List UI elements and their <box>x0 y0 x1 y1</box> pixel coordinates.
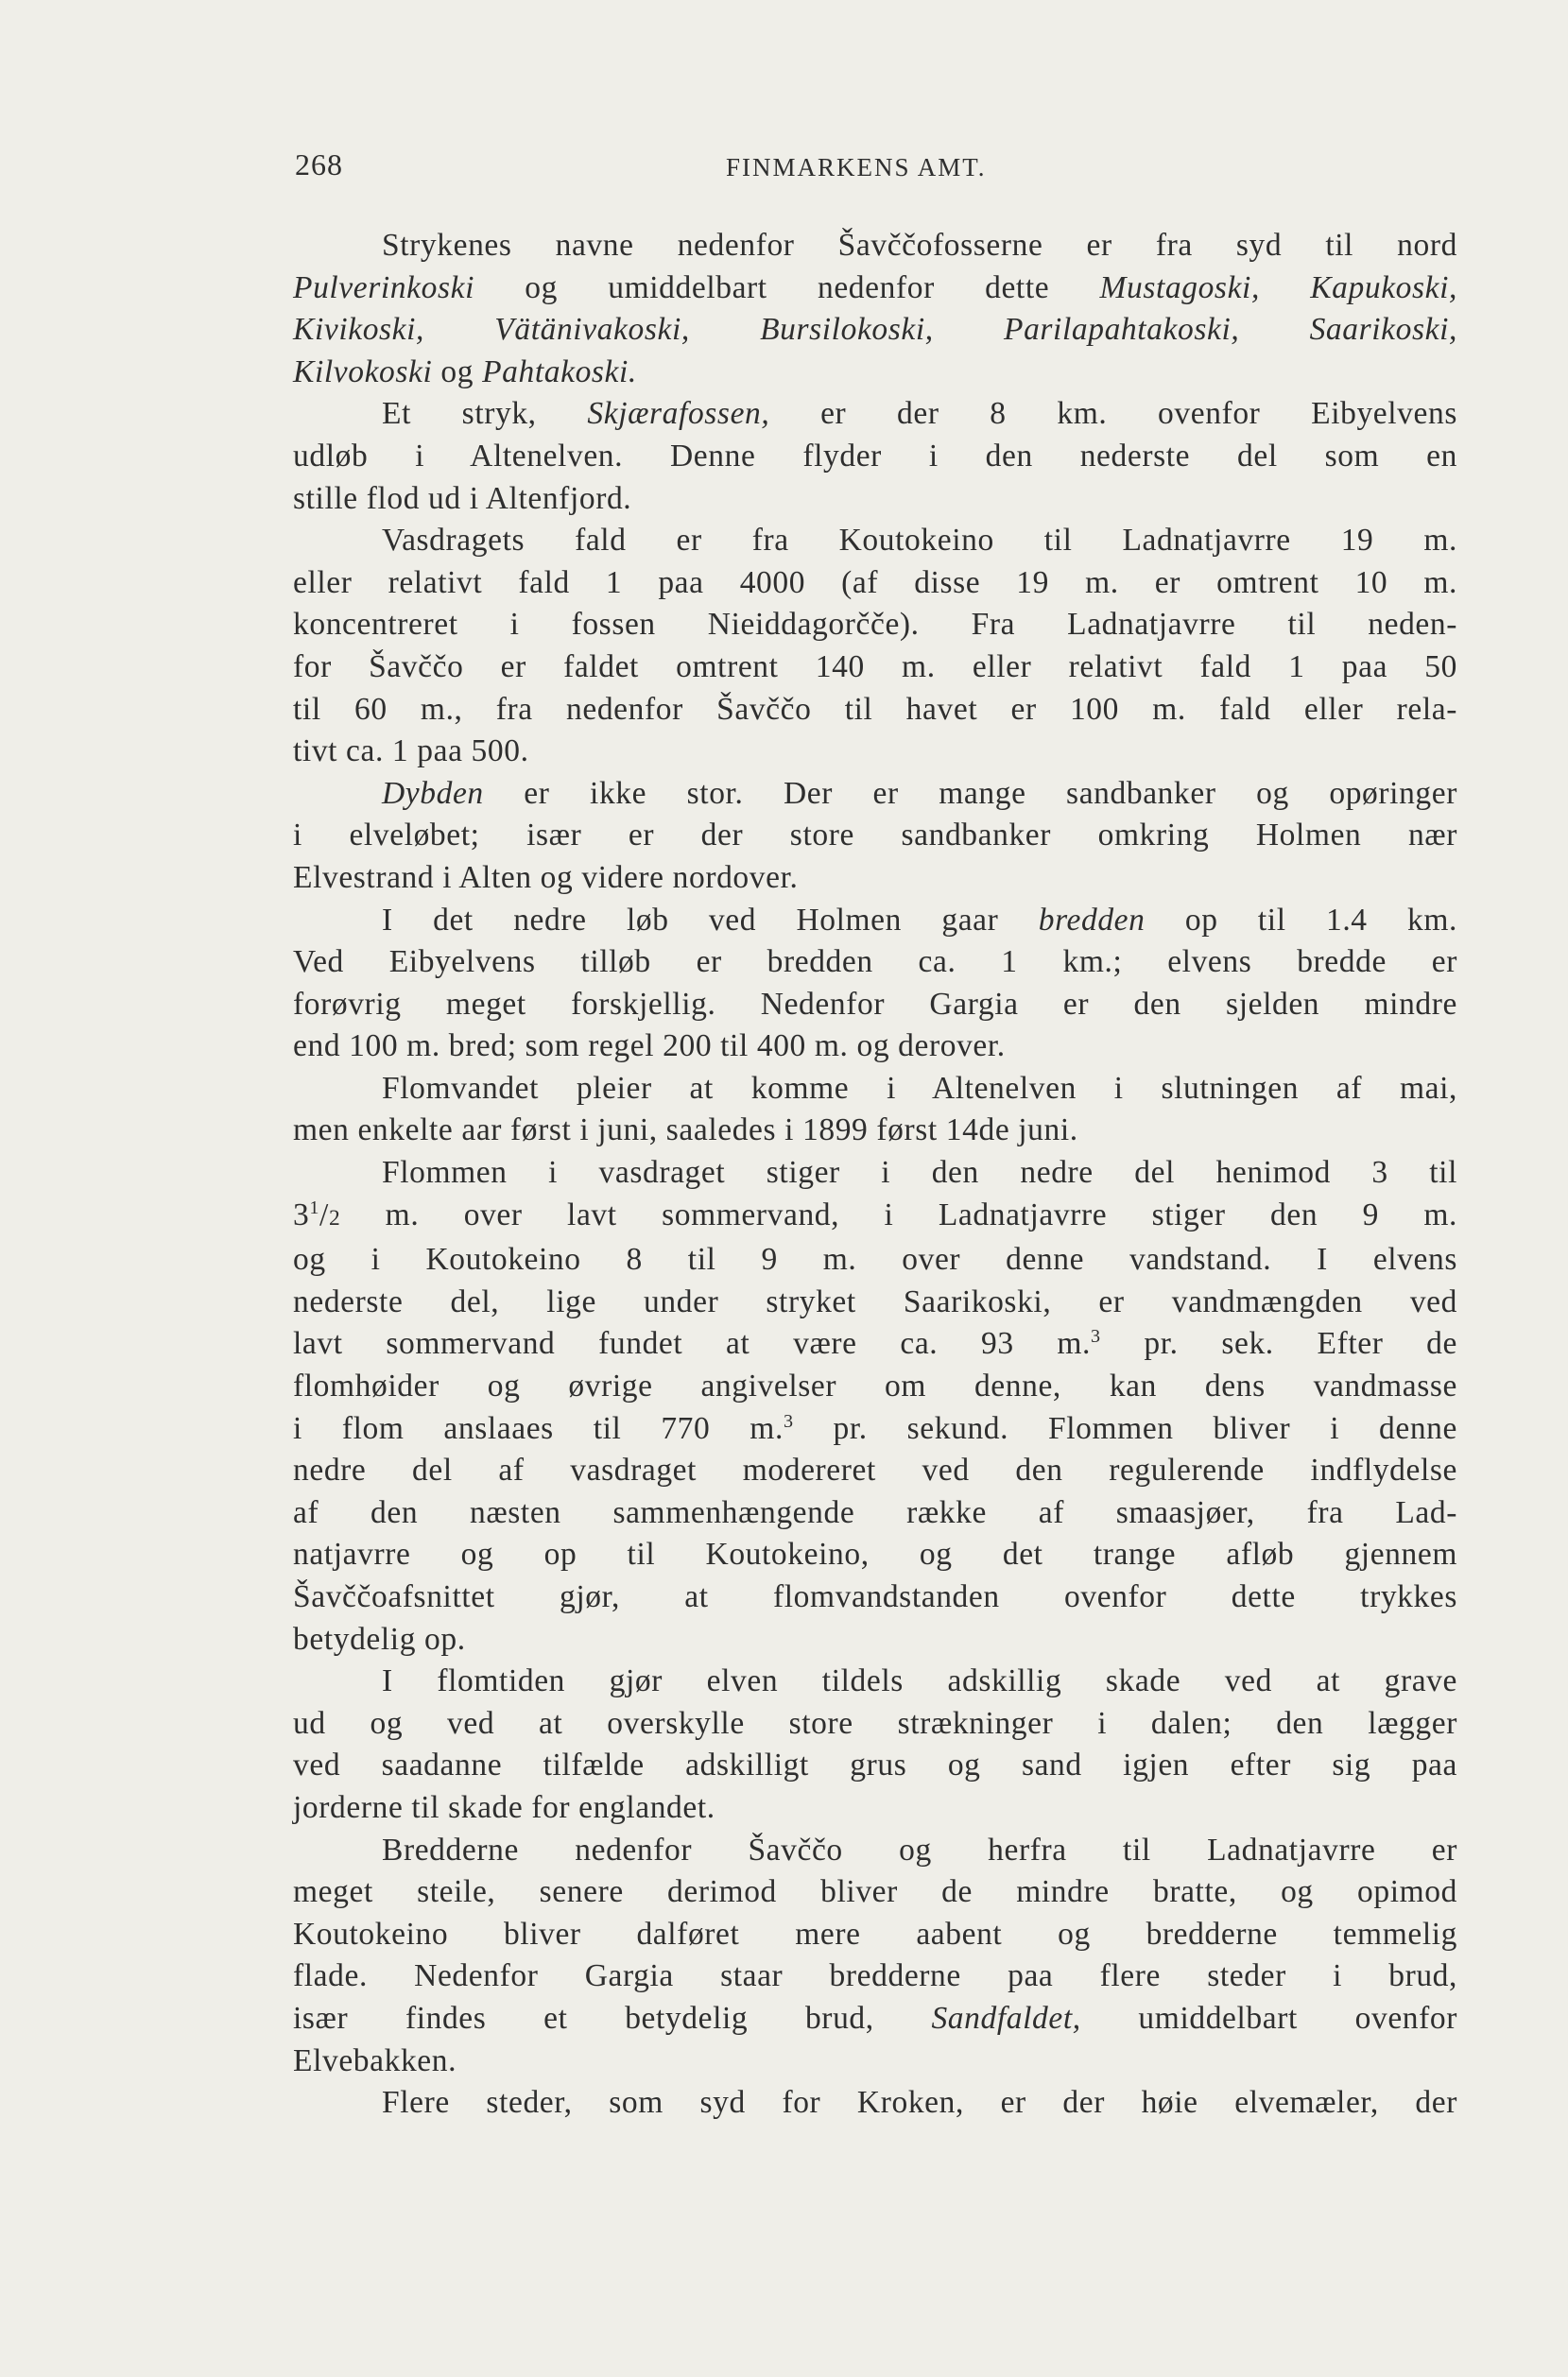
text-line: nedre del af vasdraget modereret ved den regulerende indflydelse <box>293 1453 1457 1489</box>
text-line: Koutokeino bliver dalføret mere aabent og bredderne temmelig <box>293 1916 1457 1952</box>
text-line: til 60 m., fra nedenfor Šavččo til havet er 100 m. fald eller rela- <box>293 691 1457 727</box>
text-line: men enkelte aar først i juni, saaledes i 1899 først 14de juni. <box>293 1112 1078 1148</box>
page-number: 268 <box>295 147 343 181</box>
text-line: Flere steder, som syd for Kroken, er der høie elvemæler, der <box>382 2085 1457 2121</box>
text-line: og i Koutokeino 8 til 9 m. over denne vandstand. I elvens <box>293 1242 1457 1278</box>
text-line: stille flod ud i Altenfjord. <box>293 480 632 516</box>
text-line: Dybden er ikke stor. Der er mange sandbanker og opøringer <box>382 775 1457 811</box>
body-text <box>293 225 1457 2125</box>
text-line: natjavrre og op til Koutokeino, og det trange afløb gjennem <box>293 1537 1457 1573</box>
text-line: tivt ca. 1 paa 500. <box>293 733 529 769</box>
page-header <box>295 142 1472 198</box>
text-line: meget steile, senere derimod bliver de mindre bratte, og opimod <box>293 1874 1457 1910</box>
text-line: Flomvandet pleier at komme i Altenelven i slutningen af mai, <box>382 1070 1457 1106</box>
text-line: Kilvokoski og Pahtakoski. <box>293 353 637 389</box>
text-line: lavt sommervand fundet at være ca. 93 m.$^3$ pr. sek. Efter de <box>293 1326 1457 1362</box>
text-line: koncentreret i fossen Nieiddagorčče). Fra Ladnatjavrre til neden- <box>293 607 1457 643</box>
text-line: nederste del, lige under stryket Saarikoski, er vandmængden ved <box>293 1283 1457 1319</box>
text-line: I flomtiden gjør elven tildels adskillig skade ved at grave <box>382 1663 1457 1699</box>
text-line: eller relativt fald 1 paa 4000 (af disse 19 m. er omtrent 10 m. <box>293 564 1457 600</box>
text-line: end 100 m. bred; som regel 200 til 400 m. og derover. <box>293 1028 1006 1064</box>
text-line: Strykenes navne nedenfor Šavččofosserne er fra syd til nord <box>382 228 1457 263</box>
text-line: forøvrig meget forskjellig. Nedenfor Gargia er den sjelden mindre <box>293 986 1457 1022</box>
text-line: flomhøider og øvrige angivelser om denne, kan dens vandmasse <box>293 1369 1457 1404</box>
text-line: $3^1/2$ m. over lavt sommervand, i Ladnatjavrre stiger den 9 m. <box>293 1197 1457 1232</box>
text-line: i flom anslaaes til 770 m.$^3$ pr. sekund. Flommen bliver i denne <box>293 1410 1458 1446</box>
text-line: Pulverinkoski og umiddelbart nedenfor dette Mustagoski, Kapukoski, <box>293 269 1457 305</box>
text-line: I det nedre løb ved Holmen gaar bredden op til 1.4 km. <box>382 902 1458 938</box>
text-line: Vasdragets fald er fra Koutokeino til Ladnatjavrre 19 m. <box>382 523 1457 559</box>
text-line: især findes et betydelig brud, Sandfaldet, umiddelbart ovenfor <box>293 2000 1457 2036</box>
text-line: ud og ved at overskylle store strækninger i dalen; den lægger <box>293 1705 1457 1741</box>
text-line: udløb i Altenelven. Denne flyder i den nederste del som en <box>293 438 1457 474</box>
text-line: Elvestrand i Alten og videre nordover. <box>293 859 799 895</box>
text-line: betydelig op. <box>293 1621 466 1657</box>
text-line: Elvebakken. <box>293 2042 457 2078</box>
text-line: Šavččoafsnittet gjør, at flomvandstanden ovenfor dette trykkes <box>293 1579 1457 1614</box>
text-line: ved saadanne tilfælde adskilligt grus og sand igjen efter sig paa <box>293 1748 1457 1783</box>
text-line: Ved Eibyelvens tilløb er bredden ca. 1 km.; elvens bredde er <box>293 944 1457 980</box>
text-line: af den næsten sammenhængende række af smaasjøer, fra Lad- <box>293 1494 1457 1530</box>
text-line: for Šavččo er faldet omtrent 140 m. eller relativt fald 1 paa 50 <box>293 648 1457 684</box>
text-line: jorderne til skade for englandet. <box>293 1789 715 1825</box>
running-head: FINMARKENS AMT. <box>726 153 987 181</box>
text-line: Flommen i vasdraget stiger i den nedre del henimod 3 til <box>382 1155 1457 1191</box>
text-line: Et stryk, Skjærafossen, er der 8 km. ovenfor Eibyelvens <box>382 396 1457 432</box>
text-line: Kivikoski, Vätänivakoski, Bursilokoski, Parilapahtakoski, Saarikoski, <box>293 312 1457 348</box>
text-line: flade. Nedenfor Gargia staar bredderne paa flere steder i brud, <box>293 1958 1457 1994</box>
text-line: Bredderne nedenfor Šavččo og herfra til Ladnatjavrre er <box>382 1832 1457 1868</box>
text-line: i elveløbet; især er der store sandbanker omkring Holmen nær <box>293 818 1457 853</box>
